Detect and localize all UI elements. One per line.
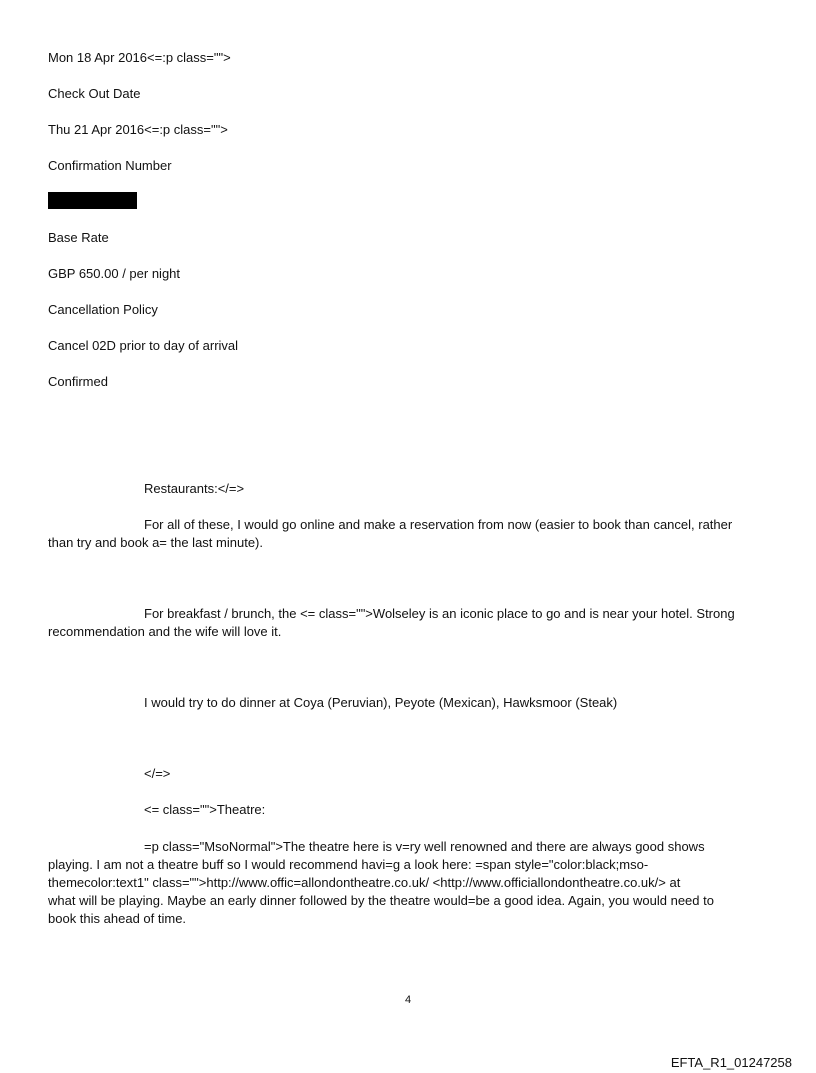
page-number: 4 [404, 994, 412, 1006]
theatre-line4: what will be playing. Maybe an early dinner followed by the theatre would=be a good idea. Again, you would need to [48, 893, 714, 908]
cancellation-value: Cancel 02D prior to day of arrival [48, 338, 239, 353]
restaurants-para2-line1: For breakfast / brunch, the <= class="">Wolseley is an iconic place to go and is near your hotel. Strong [144, 606, 735, 621]
restaurants-para1-line2: than try and book a= the last minute). [48, 535, 263, 550]
theatre-line1: =p class="MsoNormal">The theatre here is v=ry well renowned and there are always good shows [144, 839, 705, 854]
checkout-date: Thu 21 Apr 2016<=:p class=""> [48, 122, 228, 137]
base-rate-label: Base Rate [48, 230, 109, 245]
restaurants-para2-line2: recommendation and the wife will love it. [48, 624, 282, 639]
restaurants-para1-line1: For all of these, I would go online and make a reservation from now (easier to book than cancel, rather [144, 517, 733, 532]
reservation-status: Confirmed [48, 374, 108, 389]
confirmation-label: Confirmation Number [48, 158, 172, 173]
document-id: EFTA_R1_01247258 [670, 1055, 792, 1070]
restaurants-dinner-line: I would try to do dinner at Coya (Peruvian), Peyote (Mexican), Hawksmoor (Steak) [144, 695, 618, 710]
restaurants-closing-tag: </=> [144, 766, 171, 781]
base-rate-value: GBP 650.00 / per night [48, 266, 181, 281]
checkout-label: Check Out Date [48, 86, 141, 101]
theatre-line2: playing. I am not a theatre buff so I would recommend havi=g a look here: =span style="color:black;mso- [48, 857, 649, 872]
restaurants-heading: Restaurants:</=> [144, 481, 245, 496]
redaction-block [48, 192, 137, 209]
checkin-date: Mon 18 Apr 2016<=:p class=""> [48, 50, 231, 65]
theatre-line5: book this ahead of time. [48, 911, 187, 926]
cancellation-label: Cancellation Policy [48, 302, 158, 317]
theatre-heading: <= class="">Theatre: [144, 802, 266, 817]
theatre-line3: themecolor:text1" class="">http://www.offic=allondontheatre.co.uk/ <http://www.officiallondontheatre.co.uk/> at [48, 875, 681, 890]
